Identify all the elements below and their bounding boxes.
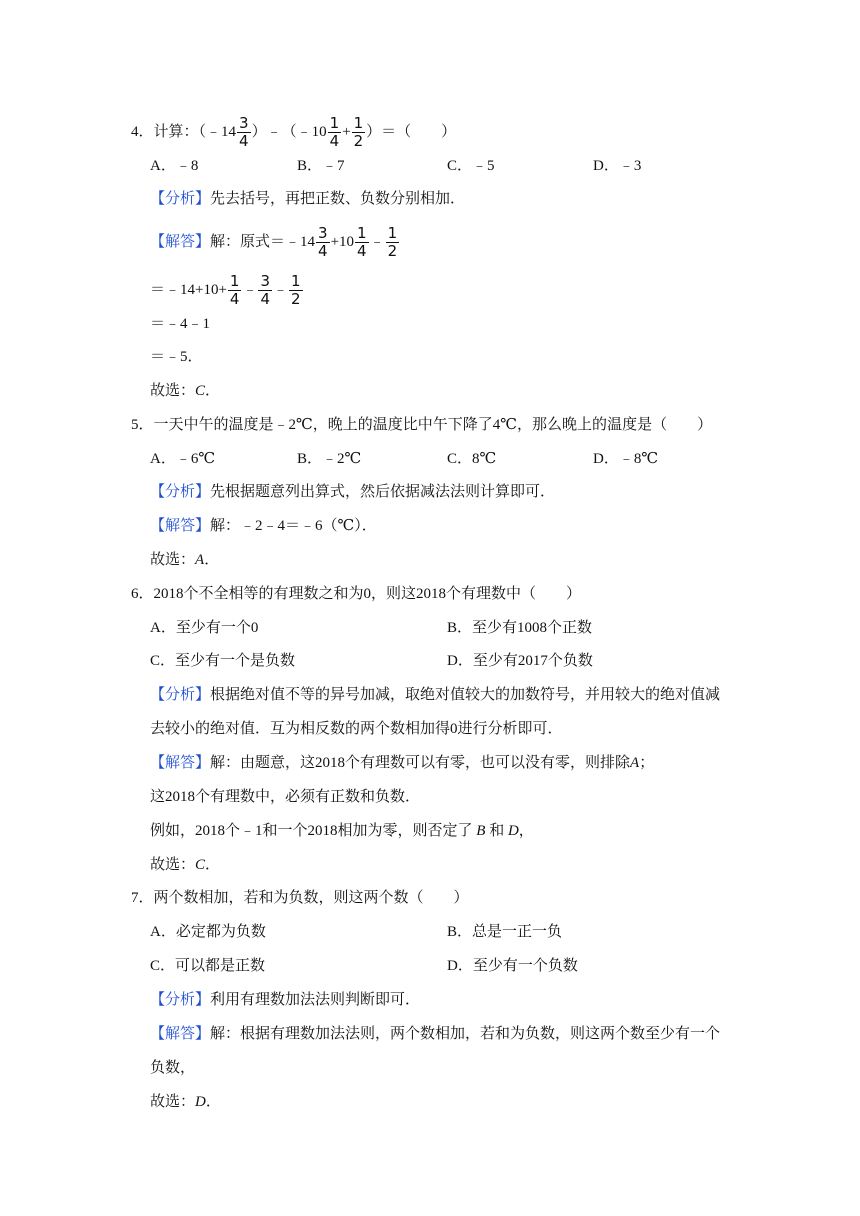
analysis-tag: 【分析】 [150, 687, 211, 703]
q4-option-c: C．﹣5 [447, 158, 495, 174]
q5-analysis [150, 482, 555, 502]
q4-question-suffix: ）＝（ ） [366, 123, 457, 140]
q4-answer-fraction-3 [386, 225, 400, 260]
q7-answer-text: 解：根据有理数加法法则，两个数相加，若和为负数，则这两个数至少有一个 [210, 1026, 721, 1042]
answer-tag: 【解答】 [150, 233, 211, 250]
fraction-denominator: 4 [229, 290, 240, 308]
q4-question-mid: ）﹣（﹣10 [251, 123, 327, 140]
q4-plus: + [342, 123, 351, 140]
q6-answer-text: ， [518, 823, 534, 839]
q4-answer-fraction-1 [316, 225, 330, 260]
q4-fraction-2 [328, 115, 342, 150]
q4-answer-text: ﹣ [369, 233, 385, 250]
q4-answer-fraction-6 [289, 273, 303, 308]
q4-answer-text: +10 [330, 233, 355, 250]
choice-suffix: ． [205, 857, 221, 873]
choice-letter: C [195, 383, 206, 399]
analysis-tag: 【分析】 [150, 191, 211, 207]
choice-letter: D [195, 1094, 206, 1110]
choice-suffix: ． [205, 383, 221, 399]
choice-prefix: 故选： [150, 552, 196, 568]
q7-question: 7．两个数相加，若和为负数，则这两个数（ ） [131, 890, 469, 906]
q7-option-d: D．至少有一个负数 [447, 958, 578, 974]
q6-answer-italic: B [476, 823, 486, 839]
q4-choice [150, 381, 220, 401]
q6-option-c: C．至少有一个是负数 [150, 653, 296, 669]
q4-answer-text: 解：原式＝﹣14 [210, 233, 316, 250]
q6-answer-line-2: 这2018个有理数中，必须有正数和负数． [150, 789, 421, 805]
q5-option-a: A．﹣6℃ [150, 451, 216, 467]
q7-answer-line-1 [150, 1024, 720, 1044]
fraction-denominator: 2 [291, 290, 301, 308]
fraction-numerator: 3 [318, 224, 328, 242]
q5-question: 5．一天中午的温度是﹣2℃，晚上的温度比中午下降了4℃，那么晚上的温度是（ ） [131, 417, 713, 433]
q4-option-a: A．﹣8 [150, 158, 199, 174]
q6-question: 6．2018个不全相等的有理数之和为0，则这2018个有理数中（ ） [131, 586, 582, 602]
fraction-numerator: 1 [229, 272, 240, 290]
fraction-numerator: 1 [357, 224, 367, 242]
answer-tag: 【解答】 [150, 1026, 211, 1042]
fraction-numerator: 1 [387, 224, 398, 242]
q4-answer-fraction-2 [355, 225, 369, 260]
q6-answer-text: ； [639, 755, 655, 771]
q4-analysis-text: 先去括号，再把正数、负数分别相加． [210, 191, 466, 207]
q4-answer-text: ﹣ [273, 281, 289, 298]
q4-option-d: D．﹣3 [593, 158, 642, 174]
q6-answer-text: 解：由题意，这2018个有理数可以有零，也可以没有零，则排除 [210, 755, 631, 771]
fraction-numerator: 3 [239, 114, 249, 132]
fraction-numerator: 1 [329, 114, 340, 132]
q4-answer-fraction-5 [258, 273, 272, 308]
analysis-tag: 【分析】 [150, 484, 211, 500]
q5-answer [150, 516, 377, 536]
q5-choice [150, 550, 219, 570]
q7-option-a: A．必定都为负数 [150, 924, 266, 940]
analysis-tag: 【分析】 [150, 992, 211, 1008]
q6-analysis-line-2: 去较小的绝对值．互为相反数的两个数相加得0进行分析即可． [150, 721, 563, 737]
q6-analysis-line-1 [150, 685, 720, 705]
q4-answer-line-2 [150, 273, 304, 308]
fraction-denominator: 2 [387, 242, 398, 260]
choice-suffix: ． [205, 1094, 221, 1110]
fraction-denominator: 4 [260, 290, 271, 308]
fraction-numerator: 3 [260, 272, 271, 290]
q4-fraction-1 [237, 115, 251, 150]
q6-answer-text: 例如，2018个﹣1和一个2018相加为零，则否定了 [150, 823, 473, 839]
q4-option-b: B．﹣7 [297, 158, 345, 174]
q7-analysis [150, 990, 420, 1010]
q7-option-c: C．可以都是正数 [150, 958, 266, 974]
q5-option-c: C．8℃ [447, 451, 497, 467]
fraction-numerator: 1 [353, 114, 364, 132]
q6-answer-text: 和 [489, 823, 505, 839]
q4-answer-line-1 [150, 225, 400, 260]
q7-option-b: B．总是一正一负 [447, 924, 563, 940]
choice-prefix: 故选： [150, 857, 196, 873]
fraction-denominator: 4 [357, 242, 367, 260]
q4-answer-line-4: ＝﹣5． [150, 349, 203, 365]
choice-letter: A [195, 552, 205, 568]
q4-analysis [150, 189, 465, 209]
q6-option-b: B．至少有1008个正数 [447, 620, 593, 636]
q6-analysis-text: 根据绝对值不等的异号加减，取绝对值较大的加数符号，并用较大的绝对值减 [210, 687, 721, 703]
q5-analysis-text: 先根据题意列出算式，然后依据减法法则计算即可． [210, 484, 556, 500]
q5-option-d: D．﹣8℃ [593, 451, 659, 467]
fraction-denominator: 2 [353, 132, 364, 150]
q7-answer-line-2: 负数， [150, 1060, 196, 1076]
q4-answer-fraction-4 [228, 273, 242, 308]
fraction-denominator: 4 [318, 242, 328, 260]
fraction-denominator: 4 [329, 132, 340, 150]
q4-answer-text: ＝﹣14+10+ [150, 281, 227, 298]
q7-analysis-text: 利用有理数加法法则判断即可． [210, 992, 421, 1008]
choice-letter: C [195, 857, 206, 873]
q6-choice [150, 855, 220, 875]
choice-suffix: ． [204, 552, 220, 568]
q6-option-d: D．至少有2017个负数 [447, 653, 593, 669]
q4-question-prefix: 4．计算：（﹣14 [131, 123, 237, 140]
q5-answer-text: 解：﹣2﹣4＝﹣6（℃）． [210, 518, 377, 534]
q4-answer-text: ﹣ [242, 281, 258, 298]
choice-prefix: 故选： [150, 383, 196, 399]
q7-choice [150, 1092, 221, 1112]
q4-fraction-3 [352, 115, 366, 150]
q6-option-a: A．至少有一个0 [150, 620, 259, 636]
answer-tag: 【解答】 [150, 755, 211, 771]
q5-option-b: B．﹣2℃ [297, 451, 362, 467]
q6-answer-line-1 [150, 753, 654, 773]
fraction-numerator: 1 [291, 272, 301, 290]
choice-prefix: 故选： [150, 1094, 196, 1110]
q6-answer-italic: D [507, 823, 519, 839]
q6-answer-italic: A [630, 755, 640, 771]
answer-tag: 【解答】 [150, 518, 211, 534]
q6-answer-line-3 [150, 821, 534, 841]
q4-question [131, 115, 456, 150]
fraction-denominator: 4 [239, 132, 249, 150]
q4-answer-line-3: ＝﹣4﹣1 [150, 316, 211, 332]
